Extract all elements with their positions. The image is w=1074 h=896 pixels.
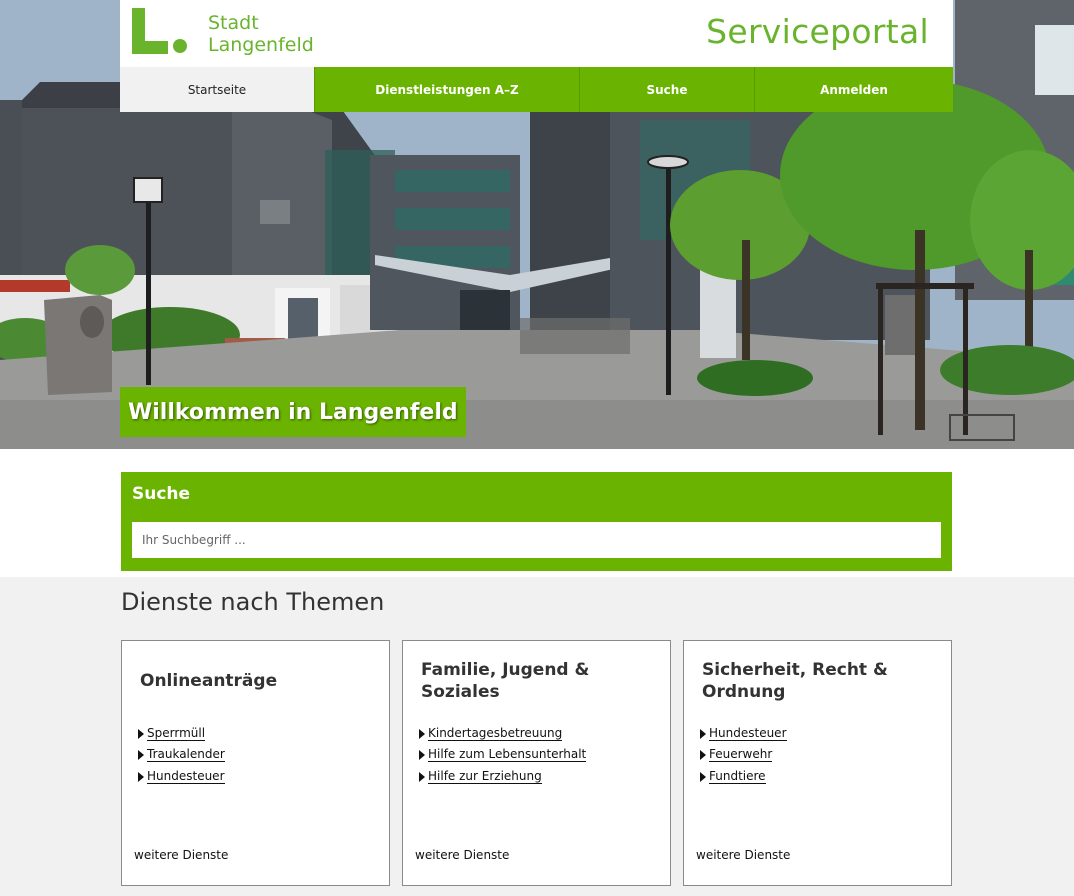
search-input[interactable] [132, 522, 941, 558]
list-item [138, 766, 225, 788]
list-item [700, 745, 787, 767]
more-services-link[interactable]: weitere Dienste [415, 848, 510, 862]
welcome-banner: Willkommen in Langenfeld [120, 387, 466, 437]
search-title: Suche [132, 484, 191, 504]
link-sperrmuell[interactable]: Sperrmüll [147, 725, 206, 740]
search-section [0, 449, 1074, 577]
triangle-right-icon [138, 772, 144, 782]
triangle-right-icon [419, 729, 425, 739]
triangle-right-icon [138, 750, 144, 760]
list-item [419, 766, 586, 788]
theme-card-onlineantraege [121, 640, 390, 886]
langenfeld-logo-icon[interactable] [132, 8, 188, 54]
list-item [138, 723, 225, 745]
logo-line-2: Langenfeld [208, 34, 314, 56]
card-title: Familie, Jugend & Soziales [421, 660, 590, 702]
triangle-right-icon [700, 772, 706, 782]
card-link-list [700, 723, 787, 788]
triangle-right-icon [138, 729, 144, 739]
link-traukalender[interactable]: Traukalender [147, 747, 225, 762]
portal-title: Serviceportal [706, 12, 929, 51]
theme-card-familie [402, 640, 671, 886]
list-item [419, 723, 586, 745]
card-link-list [138, 723, 225, 788]
list-item [419, 745, 586, 767]
link-hundesteuer[interactable]: Hundesteuer [709, 725, 787, 740]
section-title: Dienste nach Themen [121, 588, 385, 616]
triangle-right-icon [700, 729, 706, 739]
list-item [700, 723, 787, 745]
link-hilfe-lebensunterhalt[interactable]: Hilfe zum Lebensunterhalt [428, 747, 587, 762]
more-services-link[interactable]: weitere Dienste [696, 848, 791, 862]
triangle-right-icon [700, 750, 706, 760]
site-header [120, 0, 953, 67]
card-link-list [419, 723, 586, 788]
more-services-link[interactable]: weitere Dienste [134, 848, 229, 862]
link-fundtiere[interactable]: Fundtiere [709, 768, 766, 783]
link-kindertagesbetreuung[interactable]: Kindertagesbetreuung [428, 725, 563, 740]
card-title: Onlineanträge [140, 671, 278, 691]
theme-cards [121, 640, 952, 886]
theme-card-sicherheit [683, 640, 952, 886]
logo-text[interactable] [208, 12, 314, 56]
nav-startseite[interactable]: Startseite [120, 67, 315, 112]
search-box [121, 472, 952, 571]
nav-suche[interactable]: Suche [580, 67, 755, 112]
link-hundesteuer[interactable]: Hundesteuer [147, 768, 225, 783]
main-navigation [120, 67, 953, 112]
list-item [700, 766, 787, 788]
link-hilfe-erziehung[interactable]: Hilfe zur Erziehung [428, 768, 542, 783]
triangle-right-icon [419, 750, 425, 760]
card-title: Sicherheit, Recht & Ordnung [702, 660, 888, 702]
link-feuerwehr[interactable]: Feuerwehr [709, 747, 773, 762]
nav-dienstleistungen[interactable]: Dienstleistungen A–Z [315, 67, 580, 112]
logo-line-1: Stadt [208, 12, 259, 34]
list-item [138, 745, 225, 767]
triangle-right-icon [419, 772, 425, 782]
nav-anmelden[interactable]: Anmelden [820, 82, 888, 97]
